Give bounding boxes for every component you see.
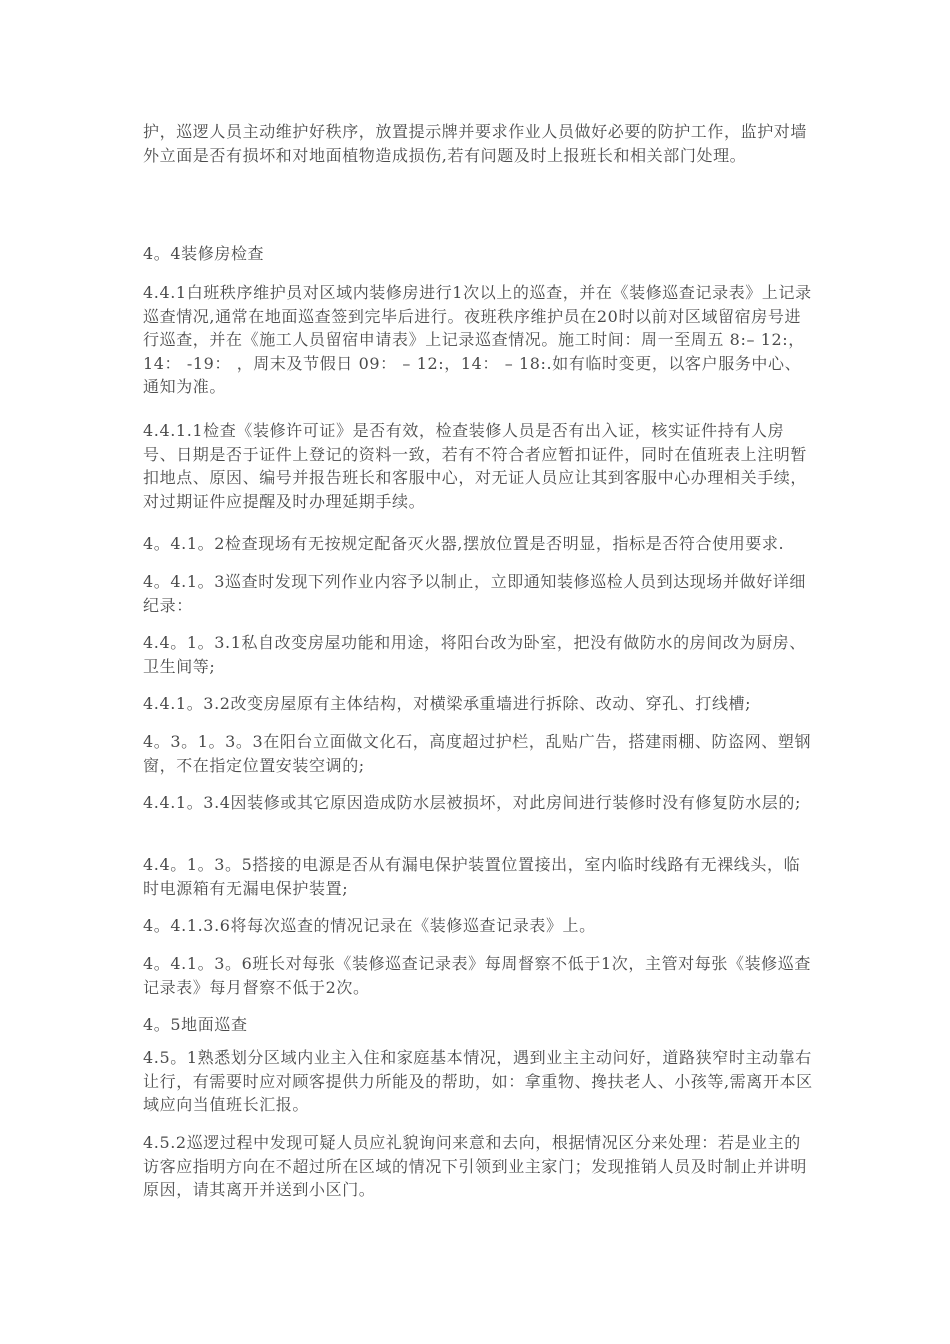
paragraph-4-4-1-2: 4。4.1。2检查现场有无按规定配备灭火器,摆放位置是否明显，指标是否符合使用要求. <box>143 534 785 553</box>
paragraph-4-4-1-3-5: 4.4。1。3。5搭接的电源是否从有漏电保护装置位置接出，室内临时线路有无裸线头，临时电源箱有无漏电保护装置; <box>143 855 801 898</box>
paragraph-4-4-1-3-2: 4.4.1。3.2改变房屋原有主体结构，对横梁承重墙进行拆除、改动、穿孔、打线槽; <box>143 694 752 713</box>
paragraph-4-4-1-1: 4.4.1.1检查《装修许可证》是否有效，检查装修人员是否有出入证，核实证件持有人房号、日期是否于证件上登记的资料一致，若有不符合者应暂扣证件，同时在值班表上注明暂扣地点、原因、编号并报告班长和客服中心，对无证人员应让其到客服中心办理相关手续，对过期证件应提醒及时办理延期手续。 <box>143 421 808 511</box>
paragraph-4-5-2: 4.5.2巡逻过程中发现可疑人员应礼貌询问来意和去向，根据情况区分来处理：若是业主的访客应指明方向在不超过所在区域的情况下引领到业主家门；发现推销人员及时制止并讲明原因，请其离开并送到小区门。 <box>143 1133 808 1199</box>
heading-4-5: 4。5地面巡查 <box>143 1015 248 1034</box>
paragraph-supervision: 4。4.1。3。6班长对每张《装修巡查记录表》每周督察不低于1次，主管对每张《装修巡查记录表》每月督察不低于2次。 <box>143 954 811 997</box>
paragraph-4-5-1: 4.5。1熟悉划分区域内业主入住和家庭基本情况，遇到业主主动问好，道路狭窄时主动靠右让行，有需要时应对顾客提供力所能及的帮助，如：拿重物、搀扶老人、小孩等,需离开本区域应向当值班长汇报。 <box>143 1048 813 1114</box>
paragraph-exterior-wall: 护，巡逻人员主动维护好秩序，放置提示牌并要求作业人员做好必要的防护工作，监护对墙外立面是否有损坏和对地面植物造成损伤,若有问题及时上报班长和相关部门处理。 <box>143 122 808 165</box>
paragraph-4-3-1-3-3: 4。3。1。3。3在阳台立面做文化石，高度超过护栏，乱贴广告，搭建雨棚、防盗网、塑钢窗，不在指定位置安装空调的; <box>143 732 812 775</box>
paragraph-4-4-1-3-6: 4。4.1.3.6将每次巡查的情况记录在《装修巡查记录表》上。 <box>143 916 596 935</box>
paragraph-4-4-1-3: 4。4.1。3巡查时发现下列作业内容予以制止，立即通知装修巡检人员到达现场并做好详细纪录： <box>143 572 807 615</box>
paragraph-4-4-1-3-4: 4.4.1。3.4因装修或其它原因造成防水层被损坏，对此房间进行装修时没有修复防水层的; <box>143 793 801 812</box>
paragraph-4-4-1-3-1: 4.4。1。3.1私自改变房屋功能和用途，将阳台改为卧室，把没有做防水的房间改为厨房、卫生间等; <box>143 633 806 676</box>
paragraph-4-4-1: 4.4.1白班秩序维护员对区域内装修房进行1次以上的巡查，并在《装修巡查记录表》上记录巡查情况,通常在地面巡查签到完毕后进行。夜班秩序维护员在20时以前对区域留宿房号进行巡查，并在《施工人员留宿申请表》上记录巡查情况。施工时间：周一至周五 8:– 12:，14： -19： ，周末及节假日 09： – 12:，14： – 18:.如有临时变更，以客户服务中心、通知为准。 <box>143 283 812 396</box>
heading-4-4: 4。4装修房检查 <box>143 244 265 263</box>
